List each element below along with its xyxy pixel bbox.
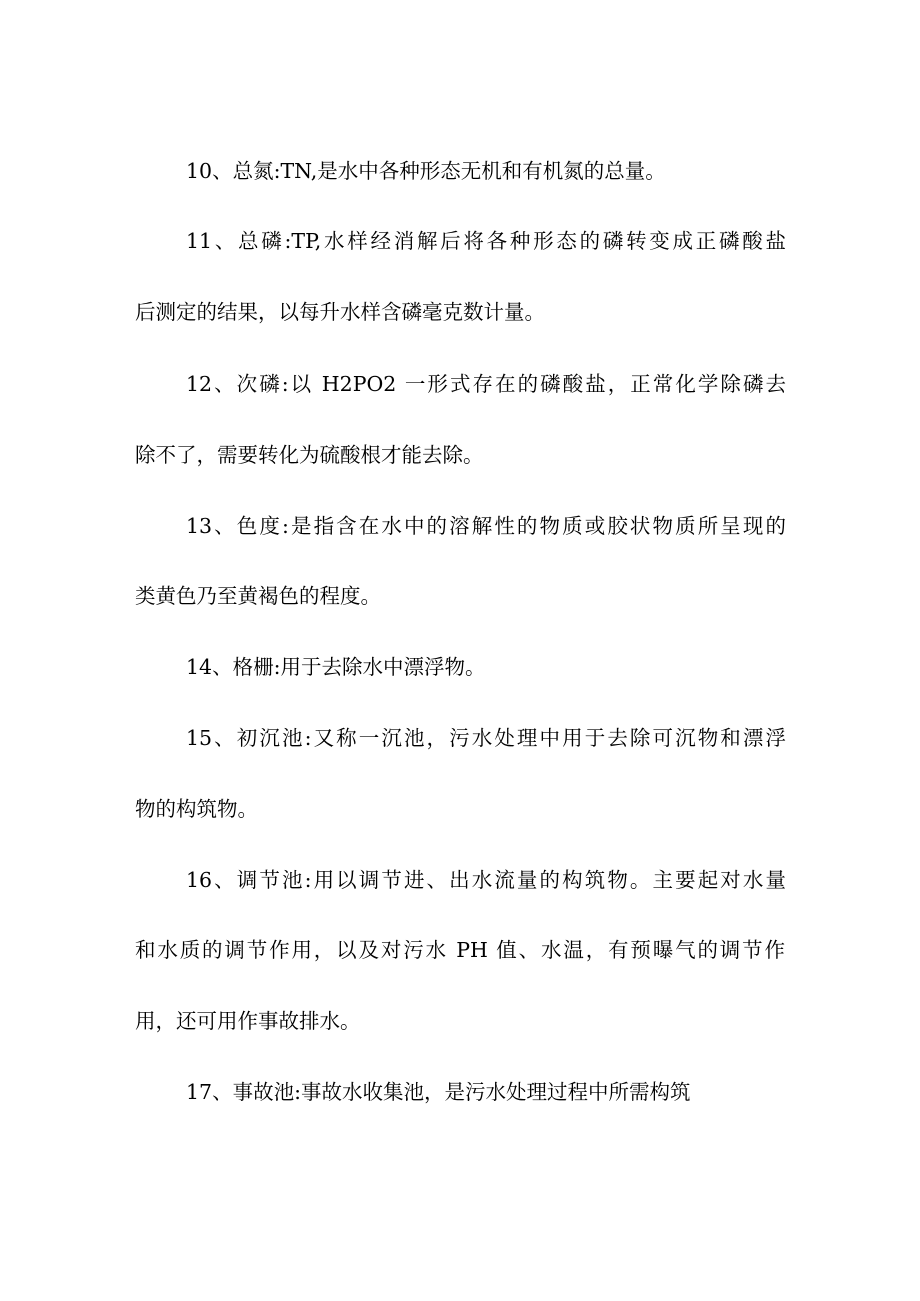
paragraph-17-line-1: 17、事故池:事故水收集池，是污水处理过程中所需构筑 xyxy=(186,1080,691,1104)
paragraph-10-line-1: 10、总氮:TN,是水中各种形态无机和有机氮的总量。 xyxy=(186,159,666,183)
paragraph-13-line-1: 13、色度:是指含在水中的溶解性的物质或胶状物质所呈现的 xyxy=(186,514,786,538)
paragraph-12-line-2: 除不了，需要转化为硫酸根才能去除。 xyxy=(135,443,484,467)
paragraph-16-line-1: 16、调节池:用以调节进、出水流量的构筑物。主要起对水量 xyxy=(186,868,786,892)
paragraph-11-line-2: 后测定的结果，以每升水样含磷毫克数计量。 xyxy=(135,300,545,324)
paragraph-16-line-3: 用，还可用作事故排水。 xyxy=(135,1009,361,1033)
paragraph-13-line-2: 类黄色乃至黄褐色的程度。 xyxy=(135,584,381,608)
paragraph-15-line-2: 物的构筑物。 xyxy=(135,797,258,821)
paragraph-16-line-2: 和水质的调节作用，以及对污水 PH 值、水温，有预曝气的调节作 xyxy=(135,938,785,962)
paragraph-14-line-1: 14、格栅:用于去除水中漂浮物。 xyxy=(186,655,486,679)
paragraph-12-line-1: 12、次磷:以 H2PO2 一形式存在的磷酸盐，正常化学除磷去 xyxy=(186,372,786,396)
paragraph-11-line-1: 11、总磷:TP,水样经消解后将各种形态的磷转变成正磷酸盐 xyxy=(186,229,786,253)
paragraph-15-line-1: 15、初沉池:又称一沉池，污水处理中用于去除可沉物和漂浮 xyxy=(186,726,786,750)
